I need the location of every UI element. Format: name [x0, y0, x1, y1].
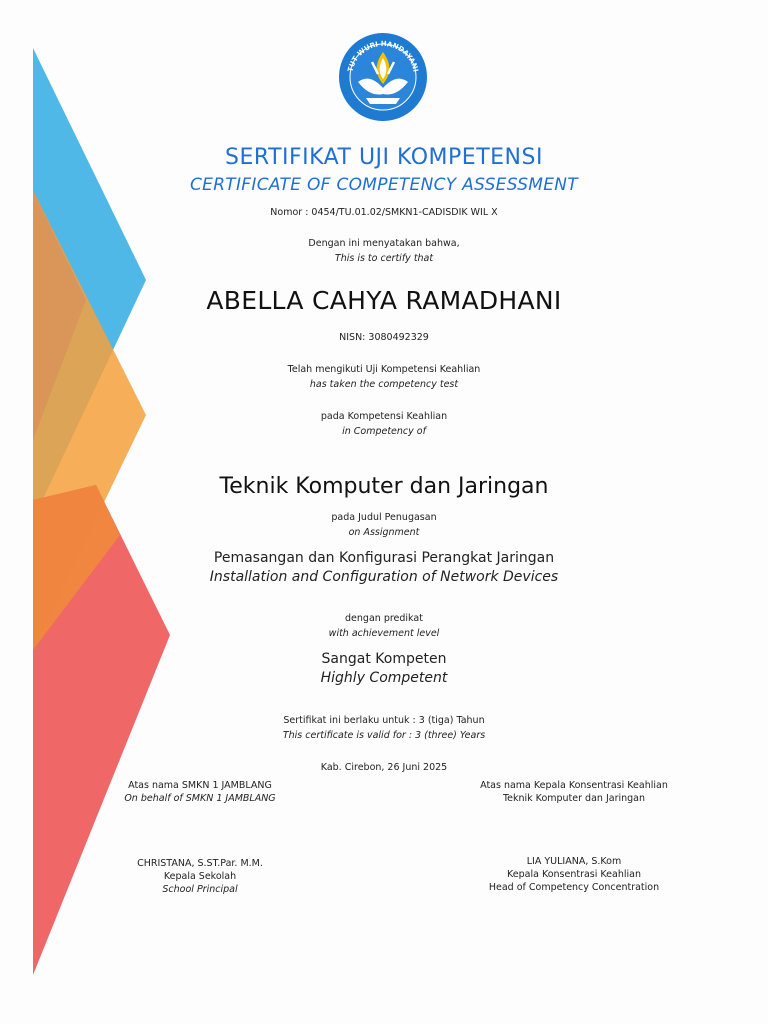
taken-block	[120, 362, 648, 392]
validity-block	[120, 713, 648, 743]
signatory-right-details	[464, 855, 684, 894]
signatory-left-behalf-id: Atas nama SMKN 1 JAMBLANG	[128, 780, 272, 791]
assignment-label-block	[120, 510, 648, 540]
signatory-right-role-id: Kepala Konsentrasi Keahlian	[507, 869, 641, 880]
signatory-right-behalf-line1: Atas nama Kepala Konsentrasi Keahlian	[480, 780, 668, 791]
assignment-block	[120, 549, 648, 587]
predicate-label-id: dengan predikat	[345, 613, 423, 624]
assignment-en: Installation and Configuration of Network Devices	[209, 569, 559, 585]
competency-label-en: in Competency of	[342, 426, 426, 437]
signatory-left-role-en: School Principal	[162, 884, 238, 895]
signatory-right-role-en: Head of Competency Concentration	[488, 882, 660, 893]
signatory-left-name: CHRISTANA, S.ST.Par. M.M.	[137, 858, 263, 869]
validity-en: This certificate is valid for : 3 (three) Years	[282, 730, 486, 741]
assignment-label-en: on Assignment	[348, 527, 420, 538]
intro-block	[120, 236, 648, 266]
competency-label-id: pada Kompetensi Keahlian	[320, 411, 448, 422]
competency-name: Teknik Komputer dan Jaringan	[219, 474, 549, 499]
place-date: Kab. Cirebon, 26 Juni 2025	[320, 762, 448, 773]
intro-en: This is to certify that	[334, 253, 434, 264]
assignment-id: Pemasangan dan Konfigurasi Perangkat Jaringan	[213, 550, 555, 566]
tut-wuri-handayani-logo-icon	[338, 32, 428, 122]
recipient-name: ABELLA CAHYA RAMADHANI	[206, 286, 562, 315]
validity-id: Sertifikat ini berlaku untuk : 3 (tiga) Tahun	[283, 715, 485, 726]
taken-id: Telah mengikuti Uji Kompetensi Keahlian	[287, 364, 481, 375]
competency-label-block	[120, 409, 648, 439]
signatory-left-behalf-en: On behalf of SMKN 1 JAMBLANG	[124, 793, 276, 804]
intro-id: Dengan ini menyatakan bahwa,	[308, 238, 460, 249]
predicate-label-en: with achievement level	[328, 628, 440, 639]
signatory-left-details	[100, 857, 300, 896]
predicate-id: Sangat Kompeten	[321, 651, 447, 667]
certificate-title: SERTIFIKAT UJI KOMPETENSI	[225, 145, 543, 170]
predicate-label-block	[120, 611, 648, 641]
signatory-right-name: LIA YULIANA, S.Kom	[526, 856, 622, 867]
signatory-right-behalf-line2: Teknik Komputer dan Jaringan	[502, 793, 646, 804]
signatory-left-behalf	[100, 779, 300, 805]
taken-en: has taken the competency test	[309, 379, 459, 390]
recipient-nisn: NISN: 3080492329	[339, 332, 429, 343]
logo-text: TUT WURI HANDAYANI	[346, 39, 420, 73]
assignment-label-id: pada Judul Penugasan	[331, 512, 437, 523]
predicate-en: Highly Competent	[320, 670, 448, 686]
signatory-right-behalf	[464, 779, 684, 805]
predicate-block	[120, 650, 648, 688]
certificate-subtitle: CERTIFICATE OF COMPETENCY ASSESSMENT	[189, 175, 578, 195]
signatory-left-role-id: Kepala Sekolah	[163, 871, 237, 882]
certificate-number: Nomor : 0454/TU.01.02/SMKN1-CADISDIK WIL X	[270, 207, 498, 218]
